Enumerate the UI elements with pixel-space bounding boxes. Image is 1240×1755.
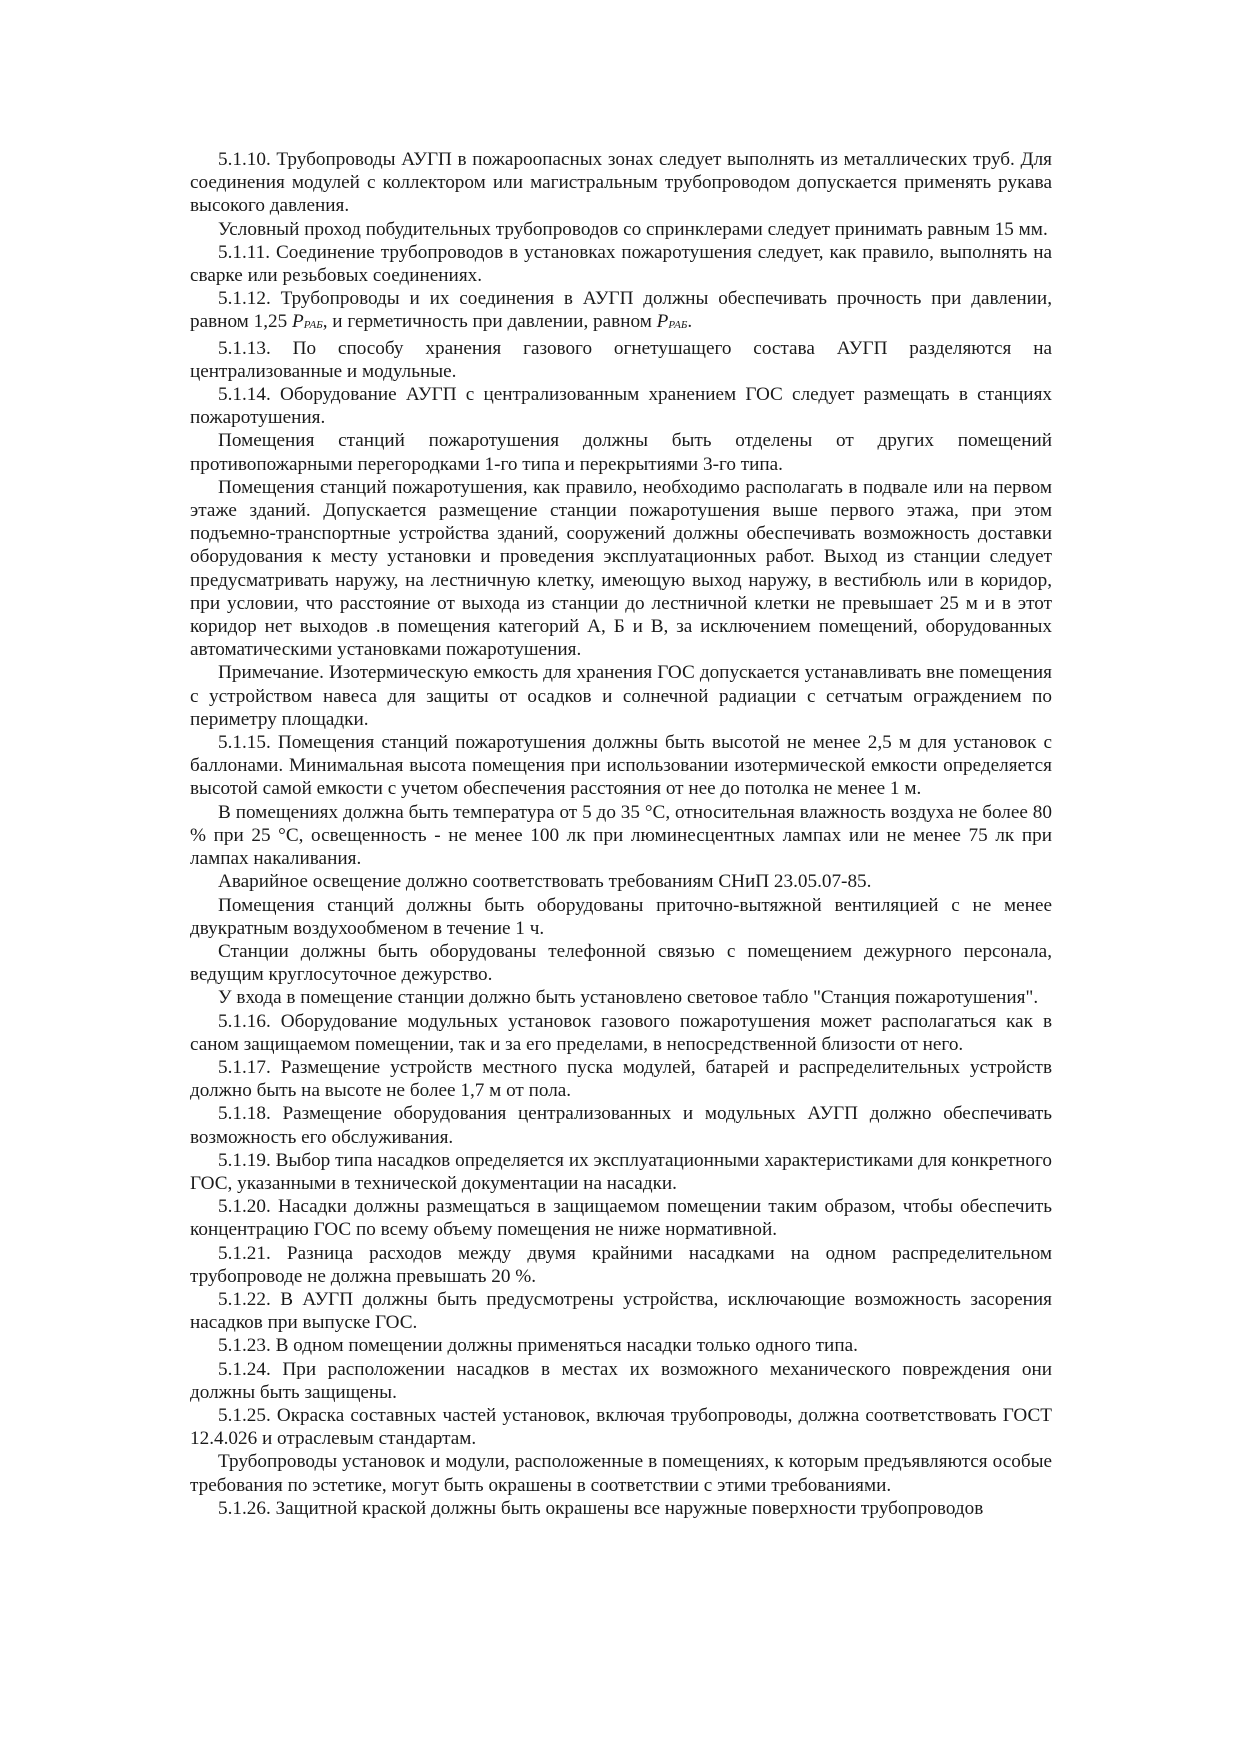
paragraph-5-1-21: 5.1.21. Разница расходов между двумя крайними насадками на одном распределительном трубопроводе не должна превышать 20 %.	[190, 1242, 1052, 1287]
paragraph-station-location: Помещения станций пожаротушения, как правило, необходимо располагать в подвале или на первом этаже зданий. Допускается размещение станции пожаротушения выше первого этажа, при этом подъемно-транспортные устройства зданий, сооружений должны обеспечивать возможность доставки оборудования к месту установки и проведения эксплуатационных работ. Выход из станции следует предусматривать наружу, на лестничную клетку, имеющую выход наружу, в вестибюль или в коридор, при условии, что расстояние от выхода из станции до лестничной клетки не превышает 25 м и в этот коридор нет выходов .в помещения категорий А, Б и В, за исключением помещений, оборудованных автоматическими установками пожаротушения.	[190, 476, 1052, 661]
p-letter: P	[291, 311, 304, 333]
paragraph-light-sign: У входа в помещение станции должно быть установлено световое табло "Станция пожаротушения".	[218, 987, 1039, 1009]
paragraph-5-1-14: 5.1.14. Оборудование АУГП с централизованным хранением ГОС следует размещать в станциях пожаротушения.	[190, 384, 1052, 429]
paragraph-5-1-12	[190, 287, 1052, 336]
para-5112-part1: 5.1.12. Трубопроводы и их соединения в АУГП должны обеспечивать прочность при давлении, равном 1,25	[190, 288, 1052, 333]
para-5112-part3: .	[687, 311, 693, 333]
paragraph-ventilation: Помещения станций должны быть оборудованы приточно-вытяжной вентиляцией с не менее двукратным воздухообменом в течение 1 ч.	[190, 894, 1052, 939]
paragraph-5-1-15: 5.1.15. Помещения станций пожаротушения должны быть высотой не менее 2,5 м для установок с баллонами. Минимальная высота помещения при использовании изотермической емкости определяется высотой самой емкости с учетом обеспечения расстояния от нее до потолка не менее 1 м.	[190, 732, 1052, 800]
para-5112-part2: , и герметичность при давлении, равном	[322, 311, 657, 333]
paragraph-5-1-26: 5.1.26. Защитной краской должны быть окрашены все наружные поверхности трубопроводов	[218, 1497, 984, 1519]
paragraph-aesthetic-painting: Трубопроводы установок и модули, расположенные в помещениях, к которым предъявляются особые требования по эстетике, могут быть окрашены в соответствии с этими требованиями.	[190, 1451, 1052, 1496]
p-subscript-2: РАБ	[668, 319, 688, 332]
paragraph-conditional-passage: Условный проход побудительных трубопроводов со спринклерами следует принимать равным 15 мм.	[218, 218, 1048, 240]
paragraph-5-1-23: 5.1.23. В одном помещении должны применяться насадки только одного типа.	[218, 1335, 858, 1357]
paragraph-5-1-19: 5.1.19. Выбор типа насадков определяется их эксплуатационными характеристиками для конкретного ГОС, указанными в технической документации на насадки.	[190, 1149, 1052, 1194]
paragraph-5-1-10: 5.1.10. Трубопроводы АУГП в пожароопасных зонах следует выполнять из металлических труб. Для соединения модулей с коллектором или магистральным трубопроводом допускается применять рукава высокого давления.	[190, 149, 1052, 217]
p-letter-2: P	[656, 311, 669, 333]
paragraph-note-isothermal: Примечание. Изотермическую емкость для хранения ГОС допускается устанавливать вне помещения с устройством навеса для защиты от осадков и солнечной радиации с сетчатым ограждением по периметру площадки.	[190, 662, 1052, 730]
paragraph-5-1-16: 5.1.16. Оборудование модульных установок газового пожаротушения может располагаться как в саном защищаемом помещении, так и за его пределами, в непосредственной близости от него.	[190, 1010, 1052, 1055]
paragraph-telephone: Станции должны быть оборудованы телефонной связью с помещением дежурного персонала, ведущим круглосуточное дежурство.	[190, 940, 1052, 986]
paragraph-5-1-11: 5.1.11. Соединение трубопроводов в установках пожаротушения следует, как правило, выполнять на сварке или резьбовых соединениях.	[190, 241, 1052, 287]
paragraph-5-1-20: 5.1.20. Насадки должны размещаться в защищаемом помещении таким образом, чтобы обеспечить концентрацию ГОС по всему объему помещения не ниже нормативной.	[190, 1196, 1052, 1241]
paragraph-5-1-24: 5.1.24. При расположении насадков в местах их возможного механического повреждения они должны быть защищены.	[190, 1358, 1052, 1403]
paragraph-emergency-lighting: Аварийное освещение должно соответствовать требованиям СНиП 23.05.07-85.	[218, 871, 872, 893]
paragraph-5-1-25: 5.1.25. Окраска составных частей установок, включая трубопроводы, должна соответствовать ГОСТ 12.4.026 и отраслевым стандартам.	[190, 1404, 1052, 1450]
paragraph-room-climate: В помещениях должна быть температура от 5 до 35 °С, относительная влажность воздуха не более 80 % при 25 °С, освещенность - не менее 100 лк при люминесцентных лампах или не менее 75 лк при лампах накаливания.	[190, 801, 1052, 870]
paragraph-5-1-22: 5.1.22. В АУГП должны быть предусмотрены устройства, исключающие возможность засорения насадков при выпуске ГОС.	[190, 1288, 1052, 1334]
document-page	[190, 148, 1052, 1520]
p-subscript: РАБ	[303, 319, 323, 332]
paragraph-5-1-13: 5.1.13. По способу хранения газового огнетушащего состава АУГП разделяются на централизованные и модульные.	[190, 337, 1052, 382]
paragraph-5-1-18: 5.1.18. Размещение оборудования централизованных и модульных АУГП должно обеспечивать возможность его обслуживания.	[190, 1103, 1052, 1148]
paragraph-station-separation: Помещения станций пожаротушения должны быть отделены от других помещений противопожарными перегородками 1-го типа и перекрытиями 3-го типа.	[190, 430, 1052, 475]
p-rab-symbol-2	[657, 311, 688, 332]
paragraph-5-1-17: 5.1.17. Размещение устройств местного пуска модулей, батарей и распределительных устройств должно быть на высоте не более 1,7 м от пола.	[190, 1056, 1052, 1102]
p-rab-symbol	[292, 311, 323, 332]
